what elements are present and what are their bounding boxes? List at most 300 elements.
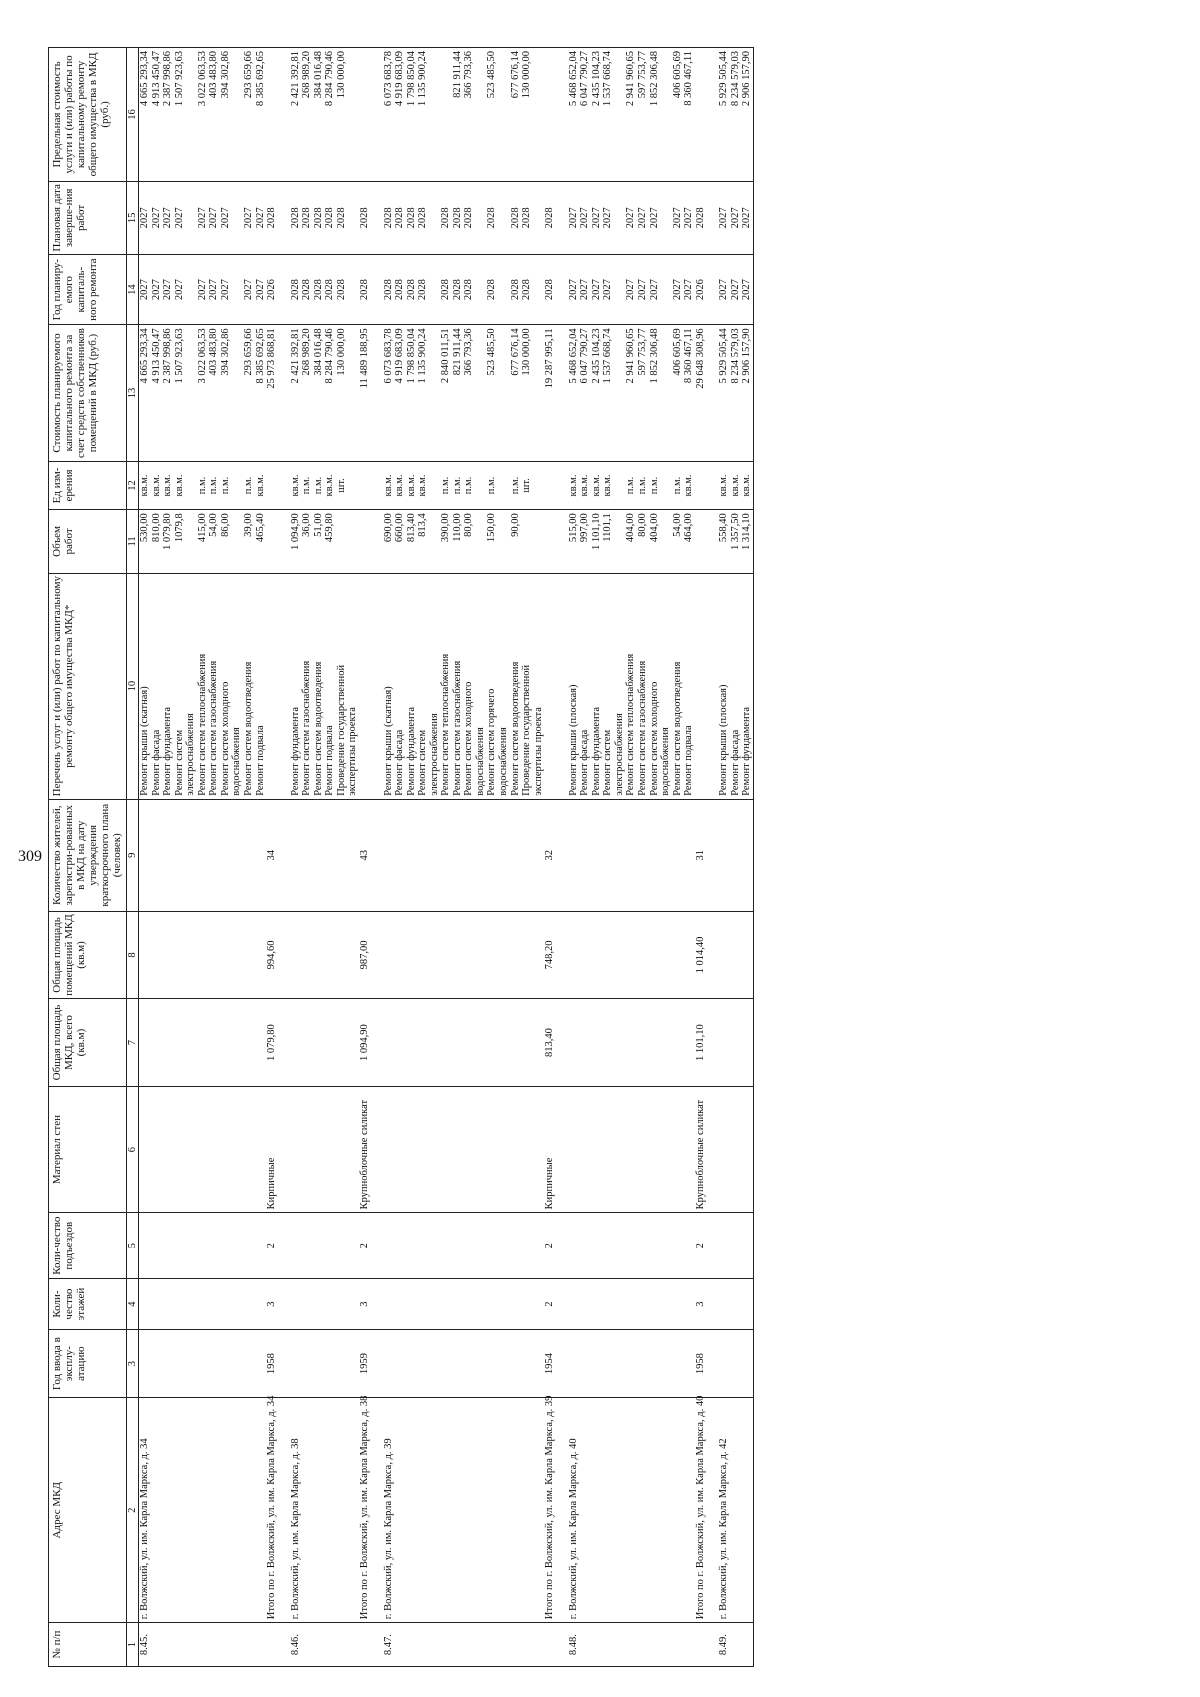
table-cell	[278, 1330, 290, 1398]
total-area: 1 101,10	[695, 999, 707, 1087]
table-cell	[463, 999, 475, 1087]
work-row	[336, 48, 348, 1667]
table-cell	[417, 1213, 429, 1279]
wall-material: Крупноблочные силикат	[359, 1086, 371, 1213]
work-volume	[347, 510, 359, 573]
work-volume	[660, 510, 672, 573]
table-cell	[278, 325, 290, 461]
work-row	[255, 48, 267, 1667]
table-cell	[255, 1213, 267, 1279]
table-cell	[533, 1330, 545, 1398]
item-number: 8.45.	[139, 1623, 151, 1667]
table-cell	[383, 1279, 395, 1330]
table-cell	[672, 1623, 684, 1667]
table-cell	[174, 911, 186, 999]
year-built: 1959	[359, 1330, 371, 1398]
table-cell	[452, 1213, 464, 1279]
table-cell	[174, 1213, 186, 1279]
table-cell	[637, 911, 649, 999]
table-cell	[255, 911, 267, 999]
work-unit: кв.м.	[579, 461, 591, 510]
table-cell	[151, 1330, 163, 1398]
table-cell	[324, 1398, 336, 1623]
table-cell	[614, 1279, 626, 1330]
table-cell	[162, 1330, 174, 1398]
work-cost	[347, 325, 359, 461]
table-cell	[649, 1086, 661, 1213]
table-cell	[174, 1398, 186, 1623]
work-row	[452, 48, 464, 1667]
header-cell: Объем работ	[49, 510, 127, 573]
work-end-date: 2027	[672, 181, 684, 254]
work-end-date: 2027	[602, 181, 614, 254]
table-cell	[637, 999, 649, 1087]
work-cost: 821 911,44	[452, 325, 464, 461]
work-cost: 2 941 960,65	[625, 325, 637, 461]
work-limit-cost: 1 798 850,04	[406, 48, 418, 182]
total-row	[695, 48, 707, 1667]
table-cell	[290, 911, 302, 999]
table-cell	[498, 911, 510, 999]
table-cell	[406, 799, 418, 911]
work-unit	[185, 461, 197, 510]
table-cell	[510, 799, 522, 911]
table-cell	[197, 1279, 209, 1330]
table-cell	[278, 181, 290, 254]
table-cell	[220, 1330, 232, 1398]
table-cell	[486, 1279, 498, 1330]
table-cell	[301, 1398, 313, 1623]
table-cell	[741, 1623, 753, 1667]
work-volume: 813,4	[417, 510, 429, 573]
work-volume	[475, 510, 487, 573]
table-cell	[672, 1330, 684, 1398]
work-unit: п.м.	[486, 461, 498, 510]
work-name: Ремонт систем горячего	[486, 573, 498, 799]
table-cell	[220, 799, 232, 911]
table-cell	[185, 1086, 197, 1213]
table-cell	[625, 1086, 637, 1213]
total-year: 2026	[695, 254, 707, 325]
table-cell	[151, 999, 163, 1087]
work-volume: 690,00	[383, 510, 395, 573]
work-unit: п.м.	[208, 461, 220, 510]
table-cell	[220, 1623, 232, 1667]
table-cell	[151, 1279, 163, 1330]
work-limit-cost: 130 000,00	[336, 48, 348, 182]
work-name: Проведение государственной	[336, 573, 348, 799]
table-cell	[255, 999, 267, 1087]
table-cell	[429, 999, 441, 1087]
table-cell	[602, 911, 614, 999]
work-name: Ремонт систем теплоснабжения	[440, 573, 452, 799]
work-year: 2027	[220, 254, 232, 325]
table-cell	[324, 1086, 336, 1213]
table-cell	[162, 999, 174, 1087]
rooms-area: 987,00	[359, 911, 371, 999]
table-cell	[741, 999, 753, 1087]
table-cell	[649, 1623, 661, 1667]
table-cell	[741, 1330, 753, 1398]
work-year: 2028	[336, 254, 348, 325]
table-cell	[313, 911, 325, 999]
table-cell	[231, 999, 243, 1087]
work-volume: 1101,1	[602, 510, 614, 573]
work-limit-cost	[475, 48, 487, 182]
work-name: Ремонт крыши (плоская)	[718, 573, 730, 799]
table-cell	[486, 1086, 498, 1213]
table-cell	[440, 1623, 452, 1667]
table-cell	[208, 911, 220, 999]
total-end-date: 2028	[266, 181, 278, 254]
item-number: 8.47.	[383, 1623, 395, 1667]
work-year: 2027	[568, 254, 580, 325]
table-cell	[243, 1623, 255, 1667]
work-cost: 2 906 157,90	[741, 325, 753, 461]
table-cell	[568, 911, 580, 999]
table-cell	[475, 1623, 487, 1667]
table-cell	[683, 1279, 695, 1330]
work-year: 2027	[637, 254, 649, 325]
work-volume: 54,00	[672, 510, 684, 573]
table-cell	[290, 999, 302, 1087]
table-cell	[197, 911, 209, 999]
table-cell	[741, 1213, 753, 1279]
table-cell	[220, 1213, 232, 1279]
work-end-date: 2028	[417, 181, 429, 254]
table-cell	[336, 1398, 348, 1623]
table-cell	[579, 1279, 591, 1330]
table-cell	[672, 799, 684, 911]
work-cost: 8 284 790,46	[324, 325, 336, 461]
table-cell	[556, 1086, 568, 1213]
table-cell	[139, 1213, 151, 1279]
table-cell	[463, 1398, 475, 1623]
table-cell	[440, 1279, 452, 1330]
work-limit-cost	[347, 48, 359, 182]
table-cell	[730, 1279, 742, 1330]
table-cell	[429, 1398, 441, 1623]
header-cell: Общая площадь МКД, всего (кв.м)	[49, 999, 127, 1087]
house-address: г. Волжский, ул. им. Карла Маркса, д. 40	[568, 1398, 580, 1623]
total-label: Итого по г. Волжский, ул. им. Карла Маркса, д. 38	[359, 1398, 371, 1623]
work-end-date: 2027	[220, 181, 232, 254]
table-cell	[510, 1330, 522, 1398]
work-year	[660, 254, 672, 325]
table-cell	[602, 1398, 614, 1623]
table-cell	[498, 1279, 510, 1330]
table-cell	[614, 911, 626, 999]
table-cell	[486, 1213, 498, 1279]
work-year: 2027	[602, 254, 614, 325]
table-cell	[498, 1213, 510, 1279]
table-cell	[718, 1279, 730, 1330]
table-cell	[649, 1279, 661, 1330]
table-cell	[313, 799, 325, 911]
table-cell	[417, 911, 429, 999]
work-limit-cost: 1 537 668,74	[602, 48, 614, 182]
table-cell	[695, 510, 707, 573]
work-volume: 39,00	[243, 510, 255, 573]
column-number-cell: 16	[126, 48, 139, 182]
table-cell	[544, 1623, 556, 1667]
table-cell	[151, 1398, 163, 1623]
total-row	[266, 48, 278, 1667]
work-limit-cost	[660, 48, 672, 182]
work-limit-cost: 8 234 579,03	[730, 48, 742, 182]
table-cell	[231, 1330, 243, 1398]
work-row	[440, 48, 452, 1667]
table-cell	[278, 999, 290, 1087]
work-volume: 810,00	[151, 510, 163, 573]
work-cost: 1 798 850,04	[406, 325, 418, 461]
work-volume: 90,00	[510, 510, 522, 573]
table-cell	[521, 1213, 533, 1279]
work-year: 2027	[741, 254, 753, 325]
work-unit: кв.м.	[568, 461, 580, 510]
work-limit-cost: 597 753,77	[637, 48, 649, 182]
work-volume: 515,00	[568, 510, 580, 573]
table-cell	[290, 799, 302, 911]
work-cost: 8 234 579,03	[730, 325, 742, 461]
table-cell	[660, 1330, 672, 1398]
table-cell	[139, 1330, 151, 1398]
table-cell	[417, 1086, 429, 1213]
table-cell	[336, 999, 348, 1087]
work-end-date	[614, 181, 626, 254]
table-cell	[324, 911, 336, 999]
table-cell	[591, 1279, 603, 1330]
work-name: Ремонт крыши (плоская)	[568, 573, 580, 799]
work-year: 2028	[394, 254, 406, 325]
table-cell	[220, 999, 232, 1087]
table-cell	[336, 1213, 348, 1279]
table-cell	[579, 911, 591, 999]
table-cell	[452, 1086, 464, 1213]
work-name: электроснабжения	[185, 573, 197, 799]
work-name: электроснабжения	[429, 573, 441, 799]
table-cell	[139, 1279, 151, 1330]
table-cell	[637, 1086, 649, 1213]
work-cost	[614, 325, 626, 461]
table-cell	[741, 911, 753, 999]
table-cell	[301, 911, 313, 999]
work-limit-cost: 8 284 790,46	[324, 48, 336, 182]
work-year: 2027	[197, 254, 209, 325]
table-cell	[151, 1086, 163, 1213]
work-volume	[429, 510, 441, 573]
table-cell	[602, 1623, 614, 1667]
work-end-date: 2027	[243, 181, 255, 254]
table-cell	[741, 1086, 753, 1213]
table-cell	[185, 1330, 197, 1398]
table-cell	[695, 1623, 707, 1667]
work-row	[637, 48, 649, 1667]
table-cell	[660, 1213, 672, 1279]
table-cell	[208, 1086, 220, 1213]
work-name: Ремонт фасада	[151, 573, 163, 799]
table-cell	[568, 1279, 580, 1330]
header-cell: Предельная стоимость услуги и (или) работы по капитальному ремонту общего имущества в МКД (руб.)	[49, 48, 127, 182]
work-year: 2028	[440, 254, 452, 325]
table-cell	[394, 999, 406, 1087]
table-cell	[208, 999, 220, 1087]
work-name: Ремонт систем газоснабжения	[301, 573, 313, 799]
table-cell	[208, 1330, 220, 1398]
work-year: 2027	[683, 254, 695, 325]
work-year: 2027	[718, 254, 730, 325]
table-cell	[139, 999, 151, 1087]
table-cell	[649, 1330, 661, 1398]
table-cell	[706, 1398, 718, 1623]
work-volume	[533, 510, 545, 573]
table-cell	[649, 1213, 661, 1279]
column-number-cell: 15	[126, 181, 139, 254]
table-cell	[463, 1279, 475, 1330]
work-year: 2027	[162, 254, 174, 325]
work-unit	[614, 461, 626, 510]
table-cell	[139, 1086, 151, 1213]
table-cell	[440, 1213, 452, 1279]
table-cell	[231, 1398, 243, 1623]
column-number-cell: 12	[126, 461, 139, 510]
work-end-date: 2028	[486, 181, 498, 254]
work-row	[463, 48, 475, 1667]
table-cell	[371, 1086, 383, 1213]
table-cell	[475, 1086, 487, 1213]
table-cell	[290, 1330, 302, 1398]
table-cell	[579, 1213, 591, 1279]
work-end-date	[498, 181, 510, 254]
table-cell	[359, 1623, 371, 1667]
table-cell	[347, 799, 359, 911]
work-unit: кв.м.	[383, 461, 395, 510]
total-year: 2028	[359, 254, 371, 325]
table-cell	[614, 1086, 626, 1213]
work-row	[174, 48, 186, 1667]
table-cell	[347, 1330, 359, 1398]
table-cell	[706, 799, 718, 911]
table-cell	[255, 1086, 267, 1213]
work-cost: 5 929 505,44	[718, 325, 730, 461]
work-end-date: 2028	[510, 181, 522, 254]
work-cost	[185, 325, 197, 461]
work-volume: 415,00	[197, 510, 209, 573]
work-row	[683, 48, 695, 1667]
table-cell	[486, 799, 498, 911]
table-cell	[371, 1213, 383, 1279]
work-volume: 1 101,10	[591, 510, 603, 573]
work-row	[383, 48, 395, 1667]
table-cell	[544, 461, 556, 510]
rooms-area: 1 014,40	[695, 911, 707, 999]
year-built: 1954	[544, 1330, 556, 1398]
work-row	[602, 48, 614, 1667]
work-unit	[475, 461, 487, 510]
work-name: Ремонт систем теплоснабжения	[625, 573, 637, 799]
table-cell	[231, 1213, 243, 1279]
work-cost: 6 073 683,78	[383, 325, 395, 461]
floors-count: 3	[359, 1279, 371, 1330]
table-cell	[730, 1086, 742, 1213]
work-cost: 293 659,66	[243, 325, 255, 461]
table-cell	[452, 1623, 464, 1667]
table-cell	[429, 1623, 441, 1667]
table-cell	[266, 573, 278, 799]
item-number: 8.46.	[290, 1623, 302, 1667]
table-cell	[371, 461, 383, 510]
work-limit-cost: 2 387 998,86	[162, 48, 174, 182]
table-cell	[475, 799, 487, 911]
work-year: 2027	[625, 254, 637, 325]
work-cost	[231, 325, 243, 461]
table-cell	[602, 1279, 614, 1330]
work-unit: п.м.	[243, 461, 255, 510]
header-cell: Год планиру-емого капиталь-ного ремонта	[49, 254, 127, 325]
table-cell	[371, 181, 383, 254]
work-unit	[231, 461, 243, 510]
work-name: водоснабжения	[475, 573, 487, 799]
table-cell	[359, 510, 371, 573]
table-cell	[324, 1213, 336, 1279]
table-cell	[475, 1398, 487, 1623]
table-cell	[174, 1279, 186, 1330]
work-volume: 86,00	[220, 510, 232, 573]
item-number: 8.49.	[718, 1623, 730, 1667]
table-cell	[197, 1213, 209, 1279]
table-cell	[510, 1623, 522, 1667]
work-row	[521, 48, 533, 1667]
work-row	[591, 48, 603, 1667]
table-cell	[151, 911, 163, 999]
spacer-row	[706, 48, 718, 1667]
work-limit-cost: 5 929 505,44	[718, 48, 730, 182]
house-address: г. Волжский, ул. им. Карла Маркса, д. 42	[718, 1398, 730, 1623]
work-year: 2028	[324, 254, 336, 325]
table-cell	[220, 1086, 232, 1213]
table-cell	[197, 999, 209, 1087]
table-cell	[139, 799, 151, 911]
work-volume: 459,80	[324, 510, 336, 573]
table-cell	[429, 1330, 441, 1398]
work-name: Ремонт подвала	[683, 573, 695, 799]
table-cell	[162, 1623, 174, 1667]
column-number-row	[126, 48, 139, 1667]
work-year: 2028	[463, 254, 475, 325]
table-cell	[255, 1398, 267, 1623]
table-cell	[544, 48, 556, 182]
work-limit-cost: 384 016,48	[313, 48, 325, 182]
rooms-area: 748,20	[544, 911, 556, 999]
work-row	[429, 48, 441, 1667]
capital-repair-table	[48, 47, 754, 1667]
table-cell	[591, 1398, 603, 1623]
table-cell	[637, 1213, 649, 1279]
year-built: 1958	[695, 1330, 707, 1398]
work-year: 2027	[243, 254, 255, 325]
table-cell	[383, 911, 395, 999]
table-cell	[417, 1623, 429, 1667]
table-cell	[568, 1213, 580, 1279]
table-cell	[197, 1086, 209, 1213]
work-limit-cost: 4 919 683,09	[394, 48, 406, 182]
header-cell: Коли-чество этажей	[49, 1279, 127, 1330]
work-volume: 51,00	[313, 510, 325, 573]
work-year: 2028	[290, 254, 302, 325]
table-cell	[162, 911, 174, 999]
total-year: 2026	[266, 254, 278, 325]
work-cost: 384 016,48	[313, 325, 325, 461]
